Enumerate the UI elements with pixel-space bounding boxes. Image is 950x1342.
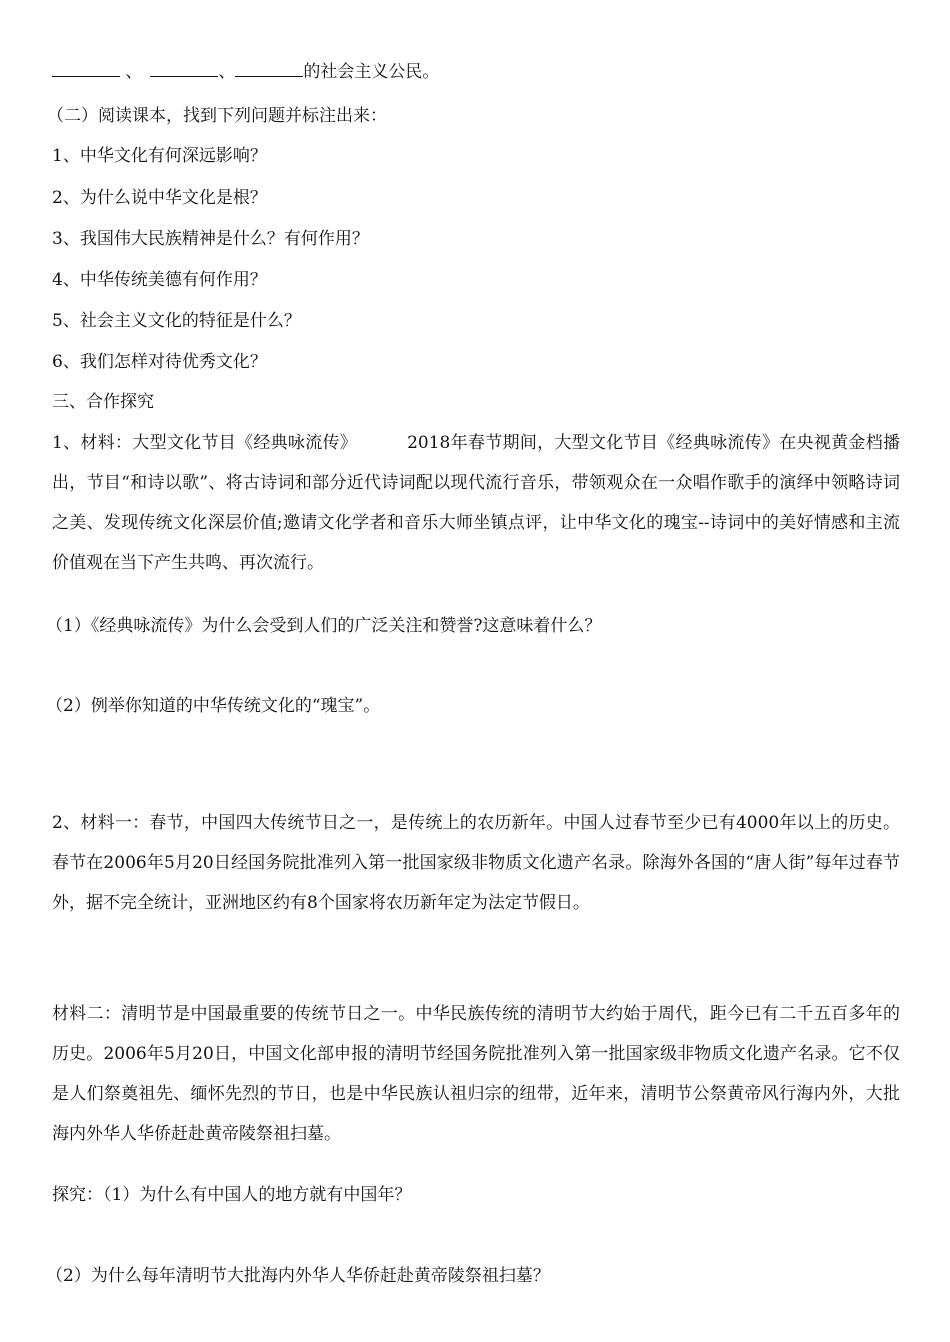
separator: 、	[218, 62, 236, 82]
material-label: 1、材料：大型文化节目《经典咏流传》	[52, 433, 358, 453]
separator: 、	[120, 62, 143, 82]
answer-blank[interactable]	[150, 58, 218, 77]
explore-question-1: 探究：（1）为什么有中国人的地方就有中国年？	[52, 1185, 412, 1205]
material-one-question-2: （2）例举你知道的中华传统文化的“瑰宝”。	[46, 696, 381, 716]
reading-question: 2、为什么说中华文化是根？	[52, 188, 267, 208]
section-heading: 三、合作探究	[52, 392, 154, 412]
reading-question: 4、中华传统美德有何作用？	[52, 270, 267, 290]
reading-heading: （二）阅读课本，找到下列问题并标注出来：	[47, 106, 387, 126]
answer-blank[interactable]	[52, 58, 120, 77]
answer-blank[interactable]	[235, 58, 303, 77]
material-text: 2018年春节期间，大型文化节目《经典咏流传》在央视黄金档播出，节目“和诗以歌”、将古诗词和部分近代诗词配以现代流行音乐，带领观众在一众唱作歌手的演绎中领略诗词之美、发现传统文化深层价值;邀请文化学者和音乐大师坐镇点评，让中华文化的瑰宝--诗词中的美好情感和主流价值观在当下产生共鸣、再次流行。	[52, 433, 900, 573]
explore-question-2: （2）为什么每年清明节大批海内外华人华侨赶赴黄帝陵祭祖扫墓？	[46, 1266, 550, 1286]
reading-question: 6、我们怎样对待优秀文化？	[52, 352, 267, 372]
reading-question: 1、中华文化有何深远影响？	[52, 146, 267, 166]
material-two-part-two: 材料二：清明节是中国最重要的传统节日之一。中华民族传统的清明节大约始于周代，距今已有二千五百多年的历史。2006年5月20日，中国文化部申报的清明节经国务院批准列入第一批国家级非物质文化遗产名录。它不仅是人们祭奠祖先、缅怀先烈的节日，也是中华民族认祖归宗的纽带，近年来，清明节公祭黄帝风行海内外，大批海内外华人华侨赶赴黄帝陵祭祖扫墓。	[52, 1004, 900, 1144]
material-two-part-one: 2、材料一：春节，中国四大传统节日之一，是传统上的农历新年。中国人过春节至少已有4000年以上的历史。春节在2006年5月20日经国务院批准列入第一批国家级非物质文化遗产名录。除海外各国的“唐人街”每年过春节外，据不完全统计，亚洲地区约有8个国家将农历新年定为法定节假日。	[52, 813, 900, 913]
citizen-fill-line	[52, 58, 439, 84]
material-one-question-1: （1）《经典咏流传》为什么会受到人们的广泛关注和赞誉?这意味着什么？	[46, 616, 602, 636]
reading-question: 3、我国伟大民族精神是什么？有何作用？	[52, 229, 369, 249]
sentence-tail: 的社会主义公民。	[303, 62, 440, 82]
reading-question: 5、社会主义文化的特征是什么？	[52, 311, 301, 331]
material-one-paragraph	[52, 423, 900, 583]
